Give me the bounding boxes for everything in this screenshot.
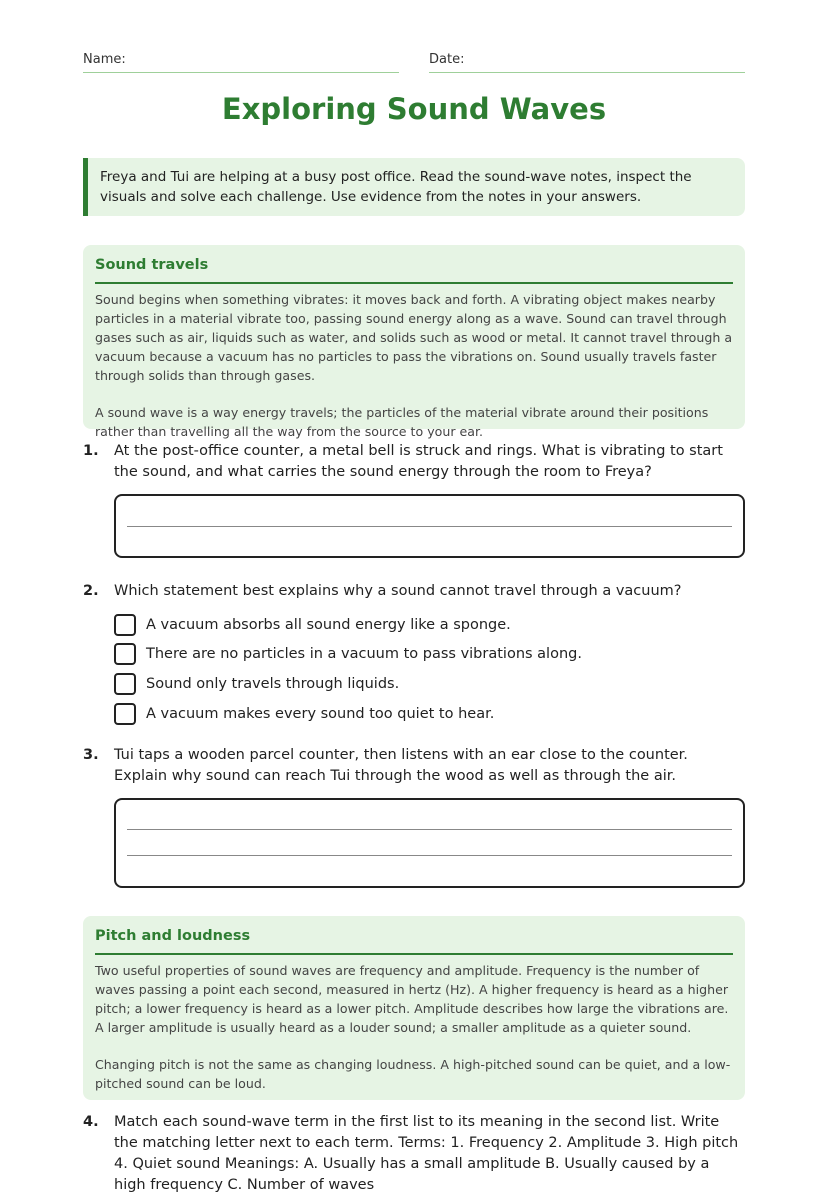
option-label: A vacuum absorbs all sound energy like a sponge. <box>146 617 511 633</box>
option-checkbox[interactable] <box>114 614 136 636</box>
question-number: 3. <box>83 747 99 763</box>
name-field[interactable] <box>83 52 399 73</box>
writing-line <box>127 829 732 830</box>
option-checkbox[interactable] <box>114 703 136 725</box>
section-paragraph: A sound wave is a way energy travels; the particles of the material vibrate around their positions rather than travelling all the way from the source to your ear. <box>95 405 709 439</box>
section-heading: Sound travels <box>95 255 733 284</box>
info-panel-sound-travels <box>83 245 745 439</box>
date-label: Date: <box>429 52 465 67</box>
option-c[interactable] <box>114 673 714 695</box>
option-label: Sound only travels through liquids. <box>146 676 400 692</box>
section-paragraph: Changing pitch is not the same as changing loudness. A high-pitched sound can be quiet, and a low-pitched sound can be loud. <box>95 1057 731 1091</box>
name-label: Name: <box>83 52 126 67</box>
answer-box-3[interactable] <box>114 798 745 888</box>
question-number: 1. <box>83 443 99 459</box>
section-paragraph: Sound begins when something vibrates: it moves back and forth. A vibrating object makes nearby particles in a material vibrate too, passing sound energy along as a wave. Sound can travel through gases such as air, liquids such as water, and solids such as wood or metal. It cannot travel through a vacuum because a vacuum has no particles to pass the vibrations on. Sound usually travels faster through solids than through gases. <box>95 292 733 383</box>
section-heading: Pitch and loudness <box>95 926 733 955</box>
option-b[interactable] <box>114 643 714 665</box>
question-text: Which statement best explains why a sound cannot travel through a vacuum? <box>114 583 682 599</box>
option-checkbox[interactable] <box>114 643 136 665</box>
date-field[interactable] <box>429 52 745 73</box>
option-label: A vacuum makes every sound too quiet to hear. <box>146 706 495 722</box>
writing-line <box>127 855 732 856</box>
student-info-row <box>83 52 745 74</box>
option-a[interactable] <box>114 614 714 636</box>
info-panel-pitch-loudness <box>83 916 745 1100</box>
intro-callout: Freya and Tui are helping at a busy post office. Read the sound-wave notes, inspect the visuals and solve each challenge. Use evidence from the notes in your answers. <box>83 158 745 216</box>
question-number: 2. <box>83 583 99 599</box>
option-d[interactable] <box>114 703 714 725</box>
option-checkbox[interactable] <box>114 673 136 695</box>
writing-line <box>127 526 732 527</box>
question-text: At the post-office counter, a metal bell is struck and rings. What is vibrating to start the sound, and what carries the sound energy through the room to Freya? <box>114 443 723 480</box>
question-text: Tui taps a wooden parcel counter, then listens with an ear close to the counter. Explain why sound can reach Tui through the wood as well as through the air. <box>114 747 688 784</box>
question-number: 4. <box>83 1114 99 1130</box>
question-text: Match each sound-wave term in the first list to its meaning in the second list. Write the matching letter next to each term. Terms: 1. Frequency 2. Amplitude 3. High pitch 4. Quiet sound Meanings: A. Usually has a small amplitude B. Usually caused by a high frequency C. Number of waves <box>114 1114 739 1193</box>
answer-box-1[interactable] <box>114 494 745 558</box>
option-label: There are no particles in a vacuum to pass vibrations along. <box>146 646 582 662</box>
worksheet-title: Exploring Sound Waves <box>221 92 607 126</box>
section-paragraph: Two useful properties of sound waves are frequency and amplitude. Frequency is the number of waves passing a point each second, measured in hertz (Hz). A higher frequency is heard as a higher pitch; a lower frequency is heard as a lower pitch. Amplitude describes how large the vibrations are. A larger amplitude is usually heard as a louder sound; a smaller amplitude as a quieter sound. <box>95 963 729 1035</box>
